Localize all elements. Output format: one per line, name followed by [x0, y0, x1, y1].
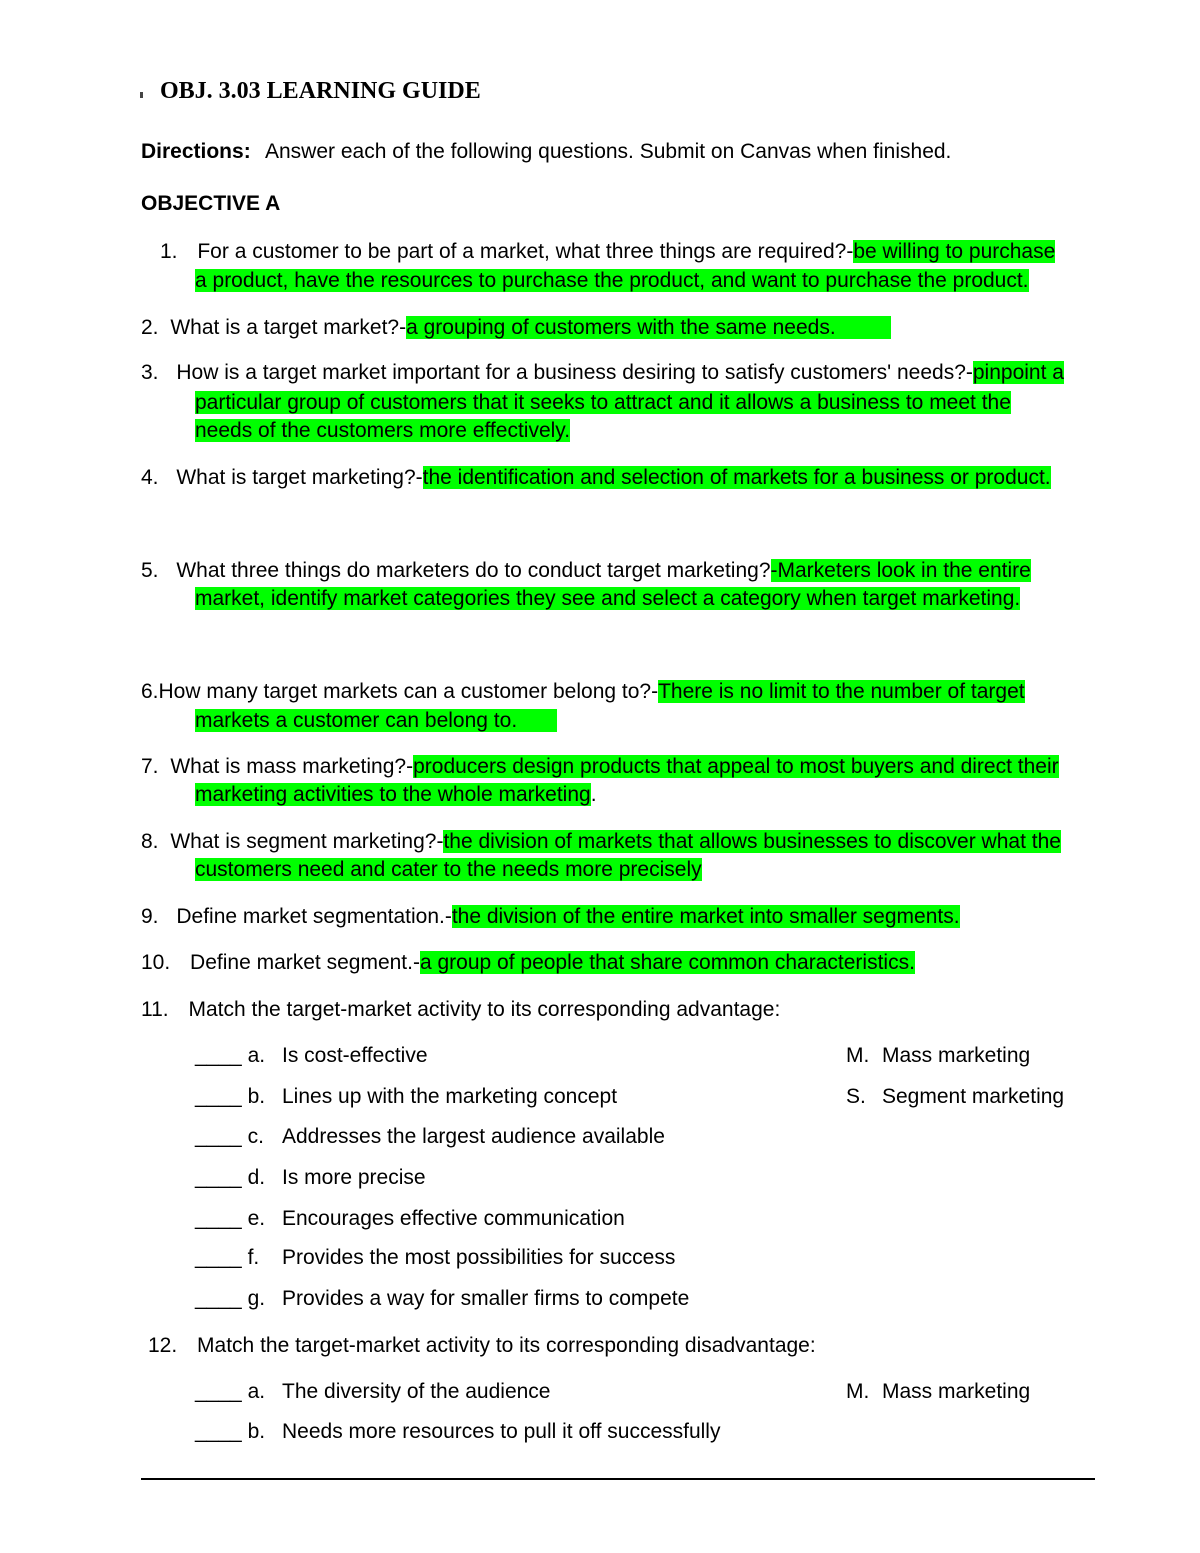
question-text: What is segment marketing?-	[170, 830, 444, 853]
page-title: OBJ. 3.03 LEARNING GUIDE	[160, 78, 481, 104]
question-number: 12.	[148, 1334, 178, 1357]
question-number: 1.	[160, 240, 178, 263]
item-text: Lines up with the marketing concept	[282, 1085, 618, 1108]
question-number: 10.	[141, 951, 171, 974]
item-text: The diversity of the audience	[282, 1380, 551, 1403]
answer-blank[interactable]: ____	[195, 1246, 242, 1269]
question-1	[160, 237, 1055, 266]
option-text: Mass marketing	[882, 1044, 1031, 1067]
question-9	[141, 902, 960, 931]
answer-highlight: needs of the customers more effectively.	[195, 419, 571, 442]
match-item	[195, 1122, 264, 1151]
question-8	[141, 827, 1061, 856]
question-number: 5.	[141, 559, 159, 582]
question-number: 6.	[141, 680, 159, 703]
match-item	[195, 1204, 265, 1233]
question-number: 3.	[141, 361, 159, 384]
directions	[141, 137, 251, 166]
answer-highlight: be willing to purchase	[853, 240, 1056, 263]
question-number: 7.	[141, 755, 159, 778]
item-letter: a.	[247, 1380, 266, 1403]
item-letter: d.	[247, 1166, 266, 1189]
question-text: Match the target-market activity to its corresponding disadvantage:	[197, 1334, 816, 1357]
answer-highlight: pinpoint a	[972, 361, 1064, 384]
question-text: What is a target market?-	[170, 316, 407, 339]
question-text: How many target markets can a customer belong to?-	[158, 680, 659, 703]
question-12	[148, 1331, 816, 1360]
question-2	[141, 313, 891, 342]
question-number: 9.	[141, 905, 159, 928]
match-item	[195, 1163, 265, 1192]
answer-line	[195, 388, 1011, 417]
section-heading: OBJECTIVE A	[141, 192, 281, 215]
answer-highlight: -Marketers look in the entire	[770, 559, 1031, 582]
answer-line	[195, 266, 1029, 295]
answer-highlight: There is no limit to the number of target	[658, 680, 1025, 703]
directions-text: Answer each of the following questions. Submit on Canvas when finished.	[265, 140, 952, 163]
match-item	[195, 1082, 265, 1111]
answer-line	[195, 855, 702, 884]
answer-blank[interactable]: ____	[195, 1380, 242, 1403]
question-3	[141, 358, 1064, 387]
option-key: M.	[846, 1044, 870, 1067]
answer-highlight: market, identify market categories they see and select a category when target marketing.	[195, 587, 1021, 610]
answer-highlight: the identification and selection of markets for a business or product.	[422, 466, 1051, 489]
answer-line	[195, 706, 557, 735]
question-number: 2.	[141, 316, 159, 339]
answer-line	[195, 416, 570, 445]
directions-label: Directions:	[141, 140, 251, 163]
question-text: What is mass marketing?-	[170, 755, 414, 778]
question-text: Match the target-market activity to its corresponding advantage:	[188, 998, 781, 1021]
question-4	[141, 463, 1051, 492]
answer-blank[interactable]: ____	[195, 1085, 242, 1108]
question-number: 4.	[141, 466, 159, 489]
answer-highlight: the division of the entire market into smaller segments.	[451, 905, 960, 928]
match-item	[195, 1417, 265, 1446]
item-text: Is more precise	[282, 1166, 426, 1189]
answer-highlight: a product, have the resources to purchase the product, and want to purchase the product.	[195, 269, 1029, 292]
question-number: 11.	[141, 998, 169, 1021]
item-letter: e.	[247, 1207, 266, 1230]
item-text: Provides a way for smaller firms to compete	[282, 1287, 690, 1310]
answer-blank[interactable]: ____	[195, 1166, 242, 1189]
answer-highlight: markets a customer can belong to.	[195, 709, 557, 732]
item-text: Provides the most possibilities for success	[282, 1246, 676, 1269]
item-letter: b.	[247, 1085, 266, 1108]
question-11	[141, 995, 780, 1024]
answer-highlight: a group of people that share common characteristics.	[419, 951, 915, 974]
item-letter: f.	[247, 1246, 260, 1269]
match-item	[195, 1243, 259, 1272]
answer-highlight: marketing activities to the whole marketing	[195, 783, 591, 806]
answer-blank[interactable]: ____	[195, 1207, 242, 1230]
question-text: How is a target market important for a business desiring to satisfy customers' needs?-	[176, 361, 973, 384]
answer-line	[195, 780, 597, 809]
answer-highlight: the division of markets that allows businesses to discover what the	[443, 830, 1061, 853]
item-letter: c.	[247, 1125, 264, 1148]
question-number: 8.	[141, 830, 159, 853]
question-10	[141, 948, 915, 977]
item-text: Addresses the largest audience available	[282, 1125, 665, 1148]
answer-blank[interactable]: ____	[195, 1044, 242, 1067]
question-text: Define market segmentation.-	[176, 905, 452, 928]
option-key: S.	[846, 1085, 866, 1108]
item-letter: a.	[247, 1044, 266, 1067]
question-6	[141, 677, 1025, 706]
item-text: Needs more resources to pull it off successfully	[282, 1420, 721, 1443]
item-text: Is cost-effective	[282, 1044, 428, 1067]
answer-line	[195, 584, 1020, 613]
answer-highlight: producers design products that appeal to most buyers and direct their	[413, 755, 1059, 778]
footer-rule	[141, 1478, 1095, 1480]
answer-blank[interactable]: ____	[195, 1287, 242, 1310]
answer-tail: .	[590, 783, 597, 806]
question-7	[141, 752, 1059, 781]
question-text: What is target marketing?-	[176, 466, 423, 489]
option-key: M.	[846, 1380, 870, 1403]
answer-highlight: particular group of customers that it seeks to attract and it allows a business to meet the	[195, 391, 1011, 414]
match-item	[195, 1284, 265, 1313]
match-item	[195, 1377, 265, 1406]
question-text: For a customer to be part of a market, what three things are required?-	[197, 240, 854, 263]
item-letter: g.	[247, 1287, 266, 1310]
option-text: Mass marketing	[882, 1380, 1031, 1403]
question-5	[141, 556, 1031, 585]
item-text: Encourages effective communication	[282, 1207, 625, 1230]
match-item	[195, 1041, 265, 1070]
bullet-mark	[140, 92, 143, 98]
answer-highlight: a grouping of customers with the same needs.	[406, 316, 891, 339]
answer-blank[interactable]: ____	[195, 1420, 242, 1443]
answer-highlight: customers need and cater to the needs more precisely	[195, 858, 702, 881]
item-letter: b.	[247, 1420, 266, 1443]
question-text: Define market segment.-	[190, 951, 420, 974]
option-text: Segment marketing	[882, 1085, 1065, 1108]
question-text: What three things do marketers do to conduct target marketing?	[176, 559, 771, 582]
answer-blank[interactable]: ____	[195, 1125, 242, 1148]
